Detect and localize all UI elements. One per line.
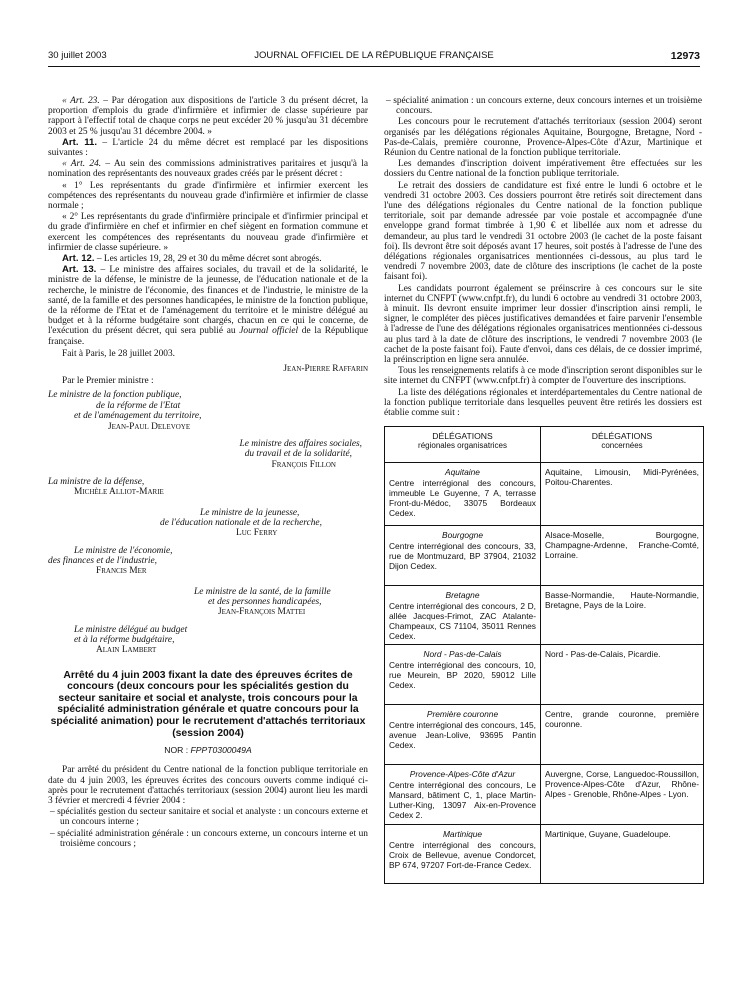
table-header-organisatrices: DÉLÉGATIONS régionales organisatrices [385, 427, 541, 463]
nor-reference: NOR : FPPT0300049A [164, 745, 252, 756]
table-header-concernees: DÉLÉGATIONS concernées [541, 427, 704, 463]
table-row: Bretagne Centre interrégional des concours, 2 D, allée Jacques-Frimot, ZAC Atalante-Champeaux, CS 71104, 35011 Rennes Cedex. Basse-Normandie, Haute-Normandie, Bretagne, Pays de la Loire. [385, 586, 704, 645]
arrete-intro: Par arrêté du président du Centre national de la fonction publique territoriale en date du 4 juin 2003, les épreuves écrites des concours ouverts comme indiqué ci-après pour le recrutement d'attachés territoriaux (session 2004) auront lieu les mardi 3 février et mercredi 4 février 2004 : [48, 765, 368, 806]
table-row: Provence-Alpes-Côte d'Azur Centre interrégional des concours, Le Mansard, bâtiment C, 1, place Martin-Luther-King, 13097 Aix-en-Provence Cedex 2. Auvergne, Corse, Languedoc-Roussillon, Provence-Alpes-Côte d'Azur, Rhône-Alpes - Grenoble, Rhône-Alpes - Lyon. [385, 765, 704, 825]
paragraph-retrait: Le retrait des dossiers de candidature est fixé entre le lundi 6 octobre et le vendredi 31 octobre 2003. Ces dossiers pourront être retirés soit directement dans l'une des délégations régionales du Centre national de la fonction publique territoriale, soit par demande adressée par voie postale et accompagnée d'une enveloppe grand format timbrée à 1,90 € et libellée aux nom et adresse du demandeur, au plus tard le vendredi 31 octobre 2003 (le cachet de la poste faisant foi). Ils devront être soit déposés avant 17 heures, soit postés à l'adresse de l'une des délégations régionales organisatrices mentionnées ci-dessous, au plus tard le vendredi 7 novembre 2003, date de clôture des inscriptions (le cachet de la poste faisant foi). [384, 180, 702, 283]
signatory-1: Le ministre de la fonction publique, de la réforme de l'Etat et de l'aménagement du territoire, Jean-Paul Delevoye [48, 390, 202, 432]
page-header [48, 50, 700, 66]
fait-a-paris: Fait à Paris, le 28 juillet 2003. [62, 348, 176, 359]
paragraph-art23: « Art. 23. – Par dérogation aux dispositions de l'article 3 du présent décret, la proportion d'emplois du grade d'infirmière et infirmier de classe supérieure par rapport à l'effectif total de chaque corps ne peut excéder 20 % jusqu'au 31 décembre 2003 et 25 % jusqu'au 31 décembre 2004. » [48, 96, 368, 137]
table-row: Nord - Pas-de-Calais Centre interrégional des concours, 10, rue Meurein, BP 2020, 59012 Lille Cedex. Nord - Pas-de-Calais, Picardie. [385, 645, 704, 705]
paragraph-art24: « Art. 24. – Au sein des commissions administratives paritaires et jusqu'à la nomination des représentants des nouveaux grades créés par le présent décret : [48, 159, 369, 180]
table-row: Martinique Centre interrégional des concours, Croix de Bellevue, avenue Condorcet, BP 674, 97207 Fort-de-France Cedex. Martinique, Guyane, Guadeloupe. [385, 825, 704, 884]
header-rule [48, 66, 700, 67]
paragraph-organisation: Les concours pour le recrutement d'attachés territoriaux (session 2004) seront organisés par les délégations régionales Aquitaine, Bourgogne, Bretagne, Nord - Pas-de-Calais, première couronne, Provence-Alpes-Côte d'Azur, Martinique et Réunion du Centre national de la fonction publique territoriale. [384, 117, 702, 159]
paragraph-1: « 1° Les représentants du grade d'infirmière et infirmier exercent les compétences des représentants du nouveau grade d'infirmière et infirmier de classe normale ; [48, 180, 368, 212]
list-item: – spécialités gestion du secteur sanitaire et social et analyste : un concours externe et un concours interne ; [48, 807, 368, 827]
page-number: 12973 [670, 50, 700, 62]
signatory-6: Le ministre de la santé, de la famille et des personnes handicapées, Jean-François Mattei [194, 586, 331, 618]
paragraph-2: « 2° Les représentants du grade d'infirmière principale et d'infirmier principal et du grade d'infirmière en chef et infirmier en chef siègent en formation commune et exercent les compétences des représentants du nouveau grade d'infirmière et infirmier de classe supérieure. » [48, 212, 368, 253]
right-column [384, 96, 702, 884]
signatory-4: Le ministre de la jeunesse, de l'éducation nationale et de la recherche, Luc Ferry [160, 507, 322, 539]
concours-list [48, 807, 368, 849]
signatory-3: La ministre de la défense, Michèle Alliot-Marie [48, 476, 164, 498]
arrete-title: Arrêté du 4 juin 2003 fixant la date des épreuves écrites de concours (deux concours pour les spécialités gestion du secteur sanitaire et social et analyste, trois concours pour la spécialité administration générale et quatre concours pour la spécialité animation) pour le recrutement d'attachés territoriaux (session 2004) [50, 669, 366, 739]
table-row: Aquitaine Centre interrégional des concours, immeuble Le Guyenne, 7 A, terrasse Front-du-Médoc, 33075 Bordeaux Cedex. Aquitaine, Limousin, Midi-Pyrénées, Poitou-Charentes. [385, 463, 704, 526]
concours-list-continued [384, 96, 702, 116]
signatory-7: Le ministre délégué au budget et à la réforme budgétaire, Alain Lambert [74, 624, 188, 656]
table-row: Bourgogne Centre interrégional des concours, 33, rue de Montmuzard, BP 37904, 21032 Dijon Cedex. Alsace-Moselle, Bourgogne, Champagne-Ardenne, Franche-Comté, Lorraine. [385, 526, 704, 586]
article-12: Art. 12. – Les articles 19, 28, 29 et 30 du même décret sont abrogés. [62, 253, 322, 265]
header-date: 30 juillet 2003 [48, 50, 107, 61]
article-11: Art. 11. – L'article 24 du même décret est remplacé par les dispositions suivantes : [48, 136, 368, 159]
paragraph-preinscription: Les candidats pourront également se préinscrire à ces concours sur le site internet du CNFPT (www.cnfpt.fr), du lundi 6 octobre au vendredi 31 octobre 2003, à minuit. Ils devront ensuite imprimer leur dossier d'inscription ainsi rempli, le signer, le compléter des pièces justificatives demandées et faire parvenir l'ensemble à l'adresse de l'une des délégations régionales organisatrices mentionnées ci-dessous au plus tard à la date de clôture des inscriptions, le vendredi 7 novembre 2003 (le cachet de la poste faisant foi). Faute d'envoi, dans ces délais, de ce dossier imprimé, la préinscription en ligne sera annulée. [384, 283, 702, 366]
paragraph-demandes: Les demandes d'inscription doivent impérativement être effectuées sur les dossiers du Centre national de la fonction publique territoriale. [384, 159, 702, 180]
signatory-5: Le ministre de l'économie, des finances et de l'industrie, Francis Mer [48, 545, 173, 577]
signatory-2: Le ministre des affaires sociales, du travail et de la solidarité, François Fillon [239, 438, 362, 470]
left-column [48, 96, 368, 850]
list-item: – spécialité administration générale : un concours externe, un concours interne et un troisième concours ; [48, 829, 368, 849]
delegations-table [384, 426, 704, 884]
signature-pm: Jean-Pierre Raffarin [283, 364, 368, 375]
list-item: – spécialité animation : un concours externe, deux concours internes et un troisième concours. [384, 96, 702, 116]
table-row: Première couronne Centre interrégional des concours, 145, avenue Jean-Lolive, 93695 Pantin Cedex. Centre, grande couronne, première couronne. [385, 705, 704, 765]
paragraph-liste: La liste des délégations régionales et interdépartementales du Centre national de la fonction publique territoriale dans lesquelles peuvent être retirés les dossiers est établie comme suit : [384, 387, 702, 419]
par-premier-ministre: Par le Premier ministre : [62, 376, 154, 387]
journal-title: JOURNAL OFFICIEL DE LA RÉPUBLIQUE FRANÇAISE [254, 50, 494, 61]
paragraph-renseignements: Tous les renseignements relatifs à ce mode d'inscription seront disponibles sur le site internet du CNFPT (www.cnfpt.fr) à compter de l'ouverture des inscriptions. [384, 366, 702, 387]
article-13: Art. 13. – Le ministre des affaires sociales, du travail et de la solidarité, le ministre de la défense, le ministre de la jeunesse, de l'éducation nationale et de la recherche, le ministre de l'économie, des finances et de l'industrie, le ministre de la santé, de la famille et des personnes handicapées, le ministre de la fonction publique, de la réforme de l'Etat et de l'aménagement du territoire et le ministre délégué au budget et à la réforme budgétaire sont chargés, chacun en ce qui le concerne, de l'exécution du présent décret, qui sera publié au Journal officiel de la République française. [48, 264, 369, 347]
